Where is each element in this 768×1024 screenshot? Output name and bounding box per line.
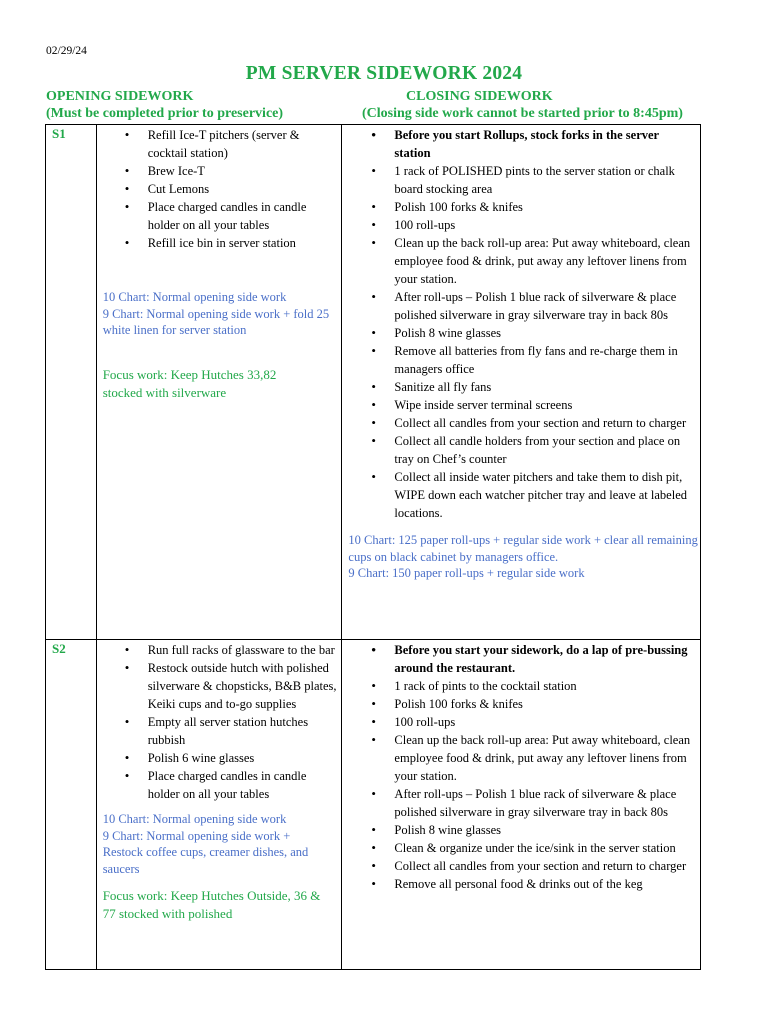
list-item: • Cut Lemons [97,180,342,198]
list-item: • Polish 6 wine glasses [97,749,342,767]
list-item: • Refill Ice-T pitchers (server & cocktail station) [97,126,342,162]
row-label: S1 [46,125,97,640]
list-item: • Refill ice bin in server station [97,234,342,252]
list-item: • Remove all personal food & drinks out of the keg [342,875,700,893]
chart-10-note: 10 Chart: Normal opening side work [102,812,287,826]
list-item: • Empty all server station hutches rubbish [97,713,342,749]
opening-list [97,126,342,252]
list-item: • Polish 100 forks & knifes [342,695,700,713]
list-item: • Collect all candles from your section and return to charger [342,857,700,875]
list-item: • 100 roll-ups [342,713,700,731]
list-item: • Clean & organize under the ice/sink in the server station [342,839,700,857]
opening-heading: OPENING SIDEWORK [46,89,194,104]
list-item: • Polish 8 wine glasses [342,821,700,839]
document-date: 02/29/24 [46,45,87,57]
list-item: • After roll-ups – Polish 1 blue rack of silverware & place polished silverware in gray silverware tray in back 80s [342,288,700,324]
list-item: • 1 rack of pints to the cocktail station [342,677,700,695]
sidework-table [45,124,701,970]
list-item: • Collect all candles from your section and return to charger [342,414,700,432]
closing-list [342,641,700,893]
opening-subheading: (Must be completed prior to preservice) [46,106,284,121]
table-row-s1 [46,125,701,640]
list-item: • Brew Ice-T [97,162,342,180]
list-item: • Clean up the back roll-up area: Put away whiteboard, clean employee food & drink, put away any leftover linens from your station. [342,731,700,785]
list-item: • Clean up the back roll-up area: Put away whiteboard, clean employee food & drink, put away any leftover linens from your station. [342,234,700,288]
closing-list [342,126,700,522]
list-item: • Place charged candles in candle holder on all your tables [97,198,342,234]
closing-cell [342,640,701,970]
list-item: • Run full racks of glassware to the bar [97,641,342,659]
list-item: • Restock outside hutch with polished silverware & chopsticks, B&B plates, Keiki cups and to-go supplies [97,659,342,713]
list-item: • Before you start Rollups, stock forks in the server station [342,126,700,162]
list-item: • Polish 8 wine glasses [342,324,700,342]
table-row-s2 [46,640,701,970]
list-item: • Collect all inside water pitchers and take them to dish pit, WIPE down each watcher pitcher tray and leave at labeled locations. [342,468,700,522]
list-item: • After roll-ups – Polish 1 blue rack of silverware & place polished silverware in gray silverware tray in back 80s [342,785,700,821]
row-label: S2 [46,640,97,970]
closing-subheading: (Closing side work cannot be started prior to 8:45pm) [362,106,683,121]
chart-9-note: 9 Chart: Normal opening side work + Restock coffee cups, creamer dishes, and saucers [102,828,309,876]
chart-10-note: 10 Chart: 125 paper roll-ups + regular side work + clear all remaining cups on black cabinet by managers office. [348,533,698,564]
list-item: • Polish 100 forks & knifes [342,198,700,216]
chart-9-note: 9 Chart: 150 paper roll-ups + regular side work [348,566,585,580]
list-item: • Collect all candle holders from your section and place on tray on Chef’s counter [342,432,700,468]
list-item: • Wipe inside server terminal screens [342,396,700,414]
opening-list [97,641,342,803]
opening-cell [96,640,342,970]
page-title: PM SERVER SIDEWORK 2024 [245,63,523,84]
chart-10-note: 10 Chart: Normal opening side work [102,290,287,304]
focus-work-note: Focus work: Keep Hutches 33,82 stocked with silverware [102,366,277,400]
opening-cell [96,125,342,640]
closing-cell [342,125,701,640]
closing-heading: CLOSING SIDEWORK [406,89,553,104]
list-item: • Before you start your sidework, do a lap of pre-bussing around the restaurant. [342,641,700,677]
list-item: • 100 roll-ups [342,216,700,234]
list-item: • 1 rack of POLISHED pints to the server station or chalk board stocking area [342,162,700,198]
chart-9-note: 9 Chart: Normal opening side work + fold 25 white linen for server station [102,306,330,337]
focus-work-note: Focus work: Keep Hutches Outside, 36 & 77 stocked with polished [102,888,321,921]
list-item: • Sanitize all fly fans [342,378,700,396]
list-item: • Remove all batteries from fly fans and re-charge them in managers office [342,342,700,378]
list-item: • Place charged candles in candle holder on all your tables [97,767,342,803]
